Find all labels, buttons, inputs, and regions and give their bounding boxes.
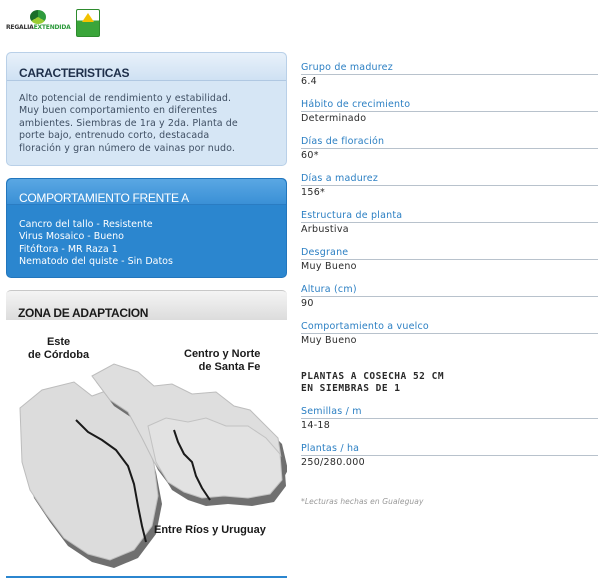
map-label-cordoba-line2: de Córdoba	[28, 349, 90, 361]
comportamiento-row: Virus Mosaico - Bueno	[19, 231, 124, 243]
disease-value: Bueno	[93, 231, 124, 243]
comportamiento-list	[7, 205, 286, 269]
spec-item	[301, 321, 598, 358]
spec-item	[301, 284, 598, 321]
spec-value: 90	[301, 298, 314, 309]
zona-title: ZONA DE ADAPTACION	[18, 306, 149, 320]
plantas-cosecha-heading	[301, 371, 501, 395]
comportamiento-row: Nematodo del quiste - Sin Datos	[19, 256, 173, 268]
spec-label: Días a madurez	[301, 173, 598, 186]
disease-name: Fitóftora	[19, 243, 59, 255]
disease-value: MR Raza 1	[67, 243, 118, 255]
spec-value: Determinado	[301, 113, 367, 124]
spec-label: Grupo de madurez	[301, 62, 598, 75]
map-label-santafe-line2: de Santa Fe	[198, 361, 261, 373]
zona-bottom-rule	[6, 576, 287, 578]
spec-item	[301, 247, 598, 284]
regalia-mark-icon	[30, 10, 46, 24]
caracteristicas-panel	[6, 52, 287, 166]
spec-value: Muy Bueno	[301, 261, 357, 272]
regalia-logo-suffix: EXTENDIDA	[33, 24, 71, 31]
zona-header	[6, 290, 287, 320]
siembra-specs-list	[301, 406, 598, 480]
zona-panel	[6, 290, 287, 578]
spec-label: Semillas / m	[301, 406, 598, 419]
spec-item	[301, 173, 598, 210]
map-label-santafe	[184, 348, 260, 374]
caracteristicas-line: ambientes. Siembras de 1ra y 2da. Planta de	[19, 117, 238, 129]
brand-logos	[6, 6, 100, 40]
spec-value: 6.4	[301, 76, 318, 87]
spec-value: 60*	[301, 150, 319, 161]
map-label-cordoba-line1: Este	[46, 336, 71, 348]
caracteristicas-text	[7, 81, 286, 155]
map-label-santafe-line1: Centro y Norte	[184, 348, 261, 360]
spec-item	[301, 136, 598, 173]
spec-value: Arbustiva	[301, 224, 349, 235]
caracteristicas-line: Alto potencial de rendimiento y estabilidad.	[19, 93, 232, 104]
disease-value: Sin Datos	[127, 256, 173, 268]
spec-item	[301, 210, 598, 247]
caracteristicas-line: floración y gran número de vainas por nudo.	[19, 142, 235, 154]
map-label-cordoba	[28, 336, 89, 362]
spec-label: Estructura de planta	[301, 210, 598, 223]
disease-name: Nematodo del quiste	[19, 256, 119, 268]
spec-label: Días de floración	[301, 136, 598, 149]
map-label-entrerios: Entre Ríos y Uruguay	[154, 524, 266, 536]
disease-value: Resistente	[102, 219, 153, 230]
plantas-heading-line2: EN SIEMBRAS DE 1	[301, 383, 401, 394]
comportamiento-title: COMPORTAMIENTO FRENTE A	[19, 191, 189, 205]
footnote: *Lecturas hechas en Gualeguay	[301, 497, 424, 506]
spec-label: Comportamiento a vuelco	[301, 321, 598, 334]
spec-value: Muy Bueno	[301, 335, 357, 346]
spec-value: 14-18	[301, 420, 331, 431]
spec-label: Plantas / ha	[301, 443, 598, 456]
caracteristicas-line: Muy buen comportamiento en diferentes	[19, 105, 218, 117]
comportamiento-row: Cancro del tallo - Resistente	[19, 219, 153, 230]
comportamiento-row: Fitóftora - MR Raza 1	[19, 243, 118, 255]
spec-item	[301, 406, 598, 443]
spec-item	[301, 99, 598, 136]
caracteristicas-header	[7, 53, 286, 81]
regalia-extendida-logo	[6, 10, 70, 36]
comportamiento-panel	[6, 178, 287, 278]
disease-name: Cancro del tallo	[19, 219, 94, 230]
spec-item	[301, 443, 598, 480]
adaptation-map	[6, 320, 287, 576]
spec-label: Hábito de crecimiento	[301, 99, 598, 112]
seed-badge-logo	[76, 9, 100, 37]
caracteristicas-title: CARACTERISTICAS	[19, 66, 130, 80]
spec-value: 250/280.000	[301, 457, 365, 468]
specs-list	[301, 62, 598, 358]
spec-label: Desgrane	[301, 247, 598, 260]
comportamiento-header	[7, 179, 286, 205]
caracteristicas-line: porte bajo, entrenudo corto, destacada	[19, 130, 210, 142]
plantas-heading-line1: PLANTAS A COSECHA 52 CM	[301, 371, 445, 382]
spec-item	[301, 62, 598, 99]
spec-label: Altura (cm)	[301, 284, 598, 297]
spec-value: 156*	[301, 187, 326, 198]
regalia-logo-prefix: REGALIA	[6, 24, 34, 31]
disease-name: Virus Mosaico	[19, 231, 85, 243]
